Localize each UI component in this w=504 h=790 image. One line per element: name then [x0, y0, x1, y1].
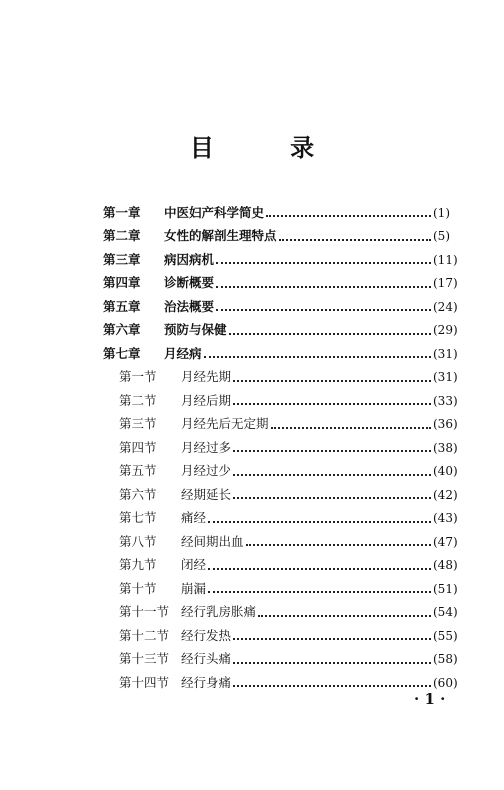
- toc-section-row: [0, 530, 504, 554]
- toc-entry-title: 痛经: [181, 510, 207, 525]
- toc-entry-number: 第九节: [119, 557, 157, 572]
- toc-section-row: [0, 413, 504, 437]
- toc-dot-leader: [266, 214, 431, 217]
- toc-dot-leader: [233, 637, 431, 640]
- toc-entry-title: 经行乳房胀痛: [181, 604, 257, 619]
- toc-dot-leader: [216, 285, 431, 288]
- toc-dot-leader: [233, 661, 431, 664]
- toc-entry-title: 经行头痛: [181, 651, 232, 666]
- toc-page-number: (17): [433, 276, 458, 291]
- toc-page-number: (24): [433, 299, 458, 314]
- toc-dot-leader: [233, 449, 431, 452]
- toc-entry-number: 第六节: [119, 486, 157, 502]
- toc-section-row: [0, 366, 504, 390]
- toc-section-row: [0, 436, 504, 460]
- toc-entry-number: 第五节: [119, 463, 157, 478]
- toc-chapter-row: [0, 295, 504, 319]
- table-of-contents: [0, 201, 504, 695]
- toc-entry-title: 月经后期: [181, 392, 232, 408]
- toc-page-number: (31): [433, 370, 458, 385]
- toc-entry-title: 病因病机: [164, 251, 215, 267]
- toc-section-row: [0, 460, 504, 484]
- toc-section-row: [0, 389, 504, 413]
- toc-dot-leader: [271, 426, 431, 429]
- toc-page-number: (5): [433, 229, 450, 244]
- toc-entry-number: 第十三节: [119, 651, 170, 666]
- toc-entry-title: 经行身痛: [181, 674, 232, 690]
- toc-chapter-row: [0, 225, 504, 249]
- toc-entry-title: 月经过多: [181, 439, 232, 455]
- toc-page-number: (43): [433, 511, 458, 526]
- toc-page-number: (54): [433, 605, 458, 620]
- toc-entry-number: 第二章: [103, 228, 141, 243]
- toc-entry-number: 第六章: [103, 322, 141, 337]
- toc-entry-number: 第一章: [103, 204, 141, 220]
- toc-entry-title: 月经过少: [181, 463, 232, 478]
- toc-entry-number: 第八节: [119, 533, 157, 549]
- toc-page-number: (38): [433, 440, 458, 455]
- toc-page-number: (40): [433, 464, 458, 479]
- toc-entry-title: 经期延长: [181, 486, 232, 502]
- toc-section-row: [0, 554, 504, 578]
- toc-entry-number: 第七章: [103, 345, 141, 361]
- page-title: 目 录: [189, 134, 349, 162]
- toc-entry-number: 第四章: [103, 275, 141, 290]
- toc-dot-leader: [208, 520, 431, 523]
- toc-dot-leader: [233, 496, 431, 499]
- toc-chapter-row: [0, 201, 504, 225]
- toc-entry-title: 月经先后无定期: [181, 416, 269, 431]
- toc-entry-number: 第二节: [119, 392, 157, 408]
- toc-chapter-row: [0, 342, 504, 366]
- toc-dot-leader: [233, 379, 431, 382]
- toc-section-row: [0, 577, 504, 601]
- toc-entry-number: 第十四节: [119, 674, 170, 690]
- toc-page-number: (55): [433, 628, 458, 643]
- toc-page-number: (33): [433, 393, 458, 408]
- toc-entry-title: 经间期出血: [181, 533, 244, 549]
- toc-chapter-row: [0, 319, 504, 343]
- toc-section-row: [0, 507, 504, 531]
- toc-section-row: [0, 483, 504, 507]
- toc-dot-leader: [279, 238, 431, 241]
- toc-chapter-row: [0, 248, 504, 272]
- page-number: · 1 ·: [414, 690, 446, 708]
- toc-page-number: (36): [433, 417, 458, 432]
- toc-entry-number: 第三章: [103, 251, 141, 267]
- toc-dot-leader: [208, 590, 431, 593]
- toc-entry-title: 月经病: [164, 345, 202, 361]
- toc-dot-leader: [216, 308, 431, 311]
- toc-page-number: (60): [433, 675, 458, 690]
- toc-entry-number: 第四节: [119, 439, 157, 455]
- toc-page-number: (1): [433, 205, 450, 220]
- toc-entry-number: 第一节: [119, 369, 157, 384]
- toc-entry-number: 第十节: [119, 580, 157, 596]
- toc-dot-leader: [208, 567, 431, 570]
- toc-entry-number: 第十二节: [119, 627, 170, 643]
- toc-dot-leader: [229, 332, 431, 335]
- toc-page-number: (58): [433, 652, 458, 667]
- toc-entry-number: 第五章: [103, 298, 141, 314]
- toc-entry-number: 第三节: [119, 416, 157, 431]
- toc-section-row: [0, 601, 504, 625]
- toc-page-number: (11): [433, 252, 458, 267]
- toc-entry-title: 女性的解剖生理特点: [164, 228, 277, 243]
- toc-entry-title: 诊断概要: [164, 275, 215, 290]
- toc-section-row: [0, 648, 504, 672]
- toc-section-row: [0, 624, 504, 648]
- toc-page-number: (29): [433, 323, 458, 338]
- toc-page-number: (48): [433, 558, 458, 573]
- toc-dot-leader: [216, 261, 431, 264]
- toc-dot-leader: [246, 543, 431, 546]
- toc-page-number: (42): [433, 487, 458, 502]
- toc-page-number: (47): [433, 534, 458, 549]
- toc-entry-title: 预防与保健: [164, 322, 227, 337]
- toc-page-number: (51): [433, 581, 458, 596]
- toc-entry-title: 中医妇产科学简史: [164, 204, 265, 220]
- toc-dot-leader: [204, 355, 431, 358]
- toc-entry-title: 崩漏: [181, 580, 207, 596]
- toc-dot-leader: [233, 473, 431, 476]
- toc-entry-title: 闭经: [181, 557, 207, 572]
- toc-dot-leader: [233, 684, 431, 687]
- toc-entry-number: 第七节: [119, 510, 157, 525]
- toc-page-number: (31): [433, 346, 458, 361]
- toc-entry-title: 经行发热: [181, 627, 232, 643]
- toc-entry-number: 第十一节: [119, 604, 170, 619]
- toc-chapter-row: [0, 272, 504, 296]
- toc-dot-leader: [258, 614, 431, 617]
- toc-entry-title: 月经先期: [181, 369, 232, 384]
- toc-entry-title: 治法概要: [164, 298, 215, 314]
- toc-dot-leader: [233, 402, 431, 405]
